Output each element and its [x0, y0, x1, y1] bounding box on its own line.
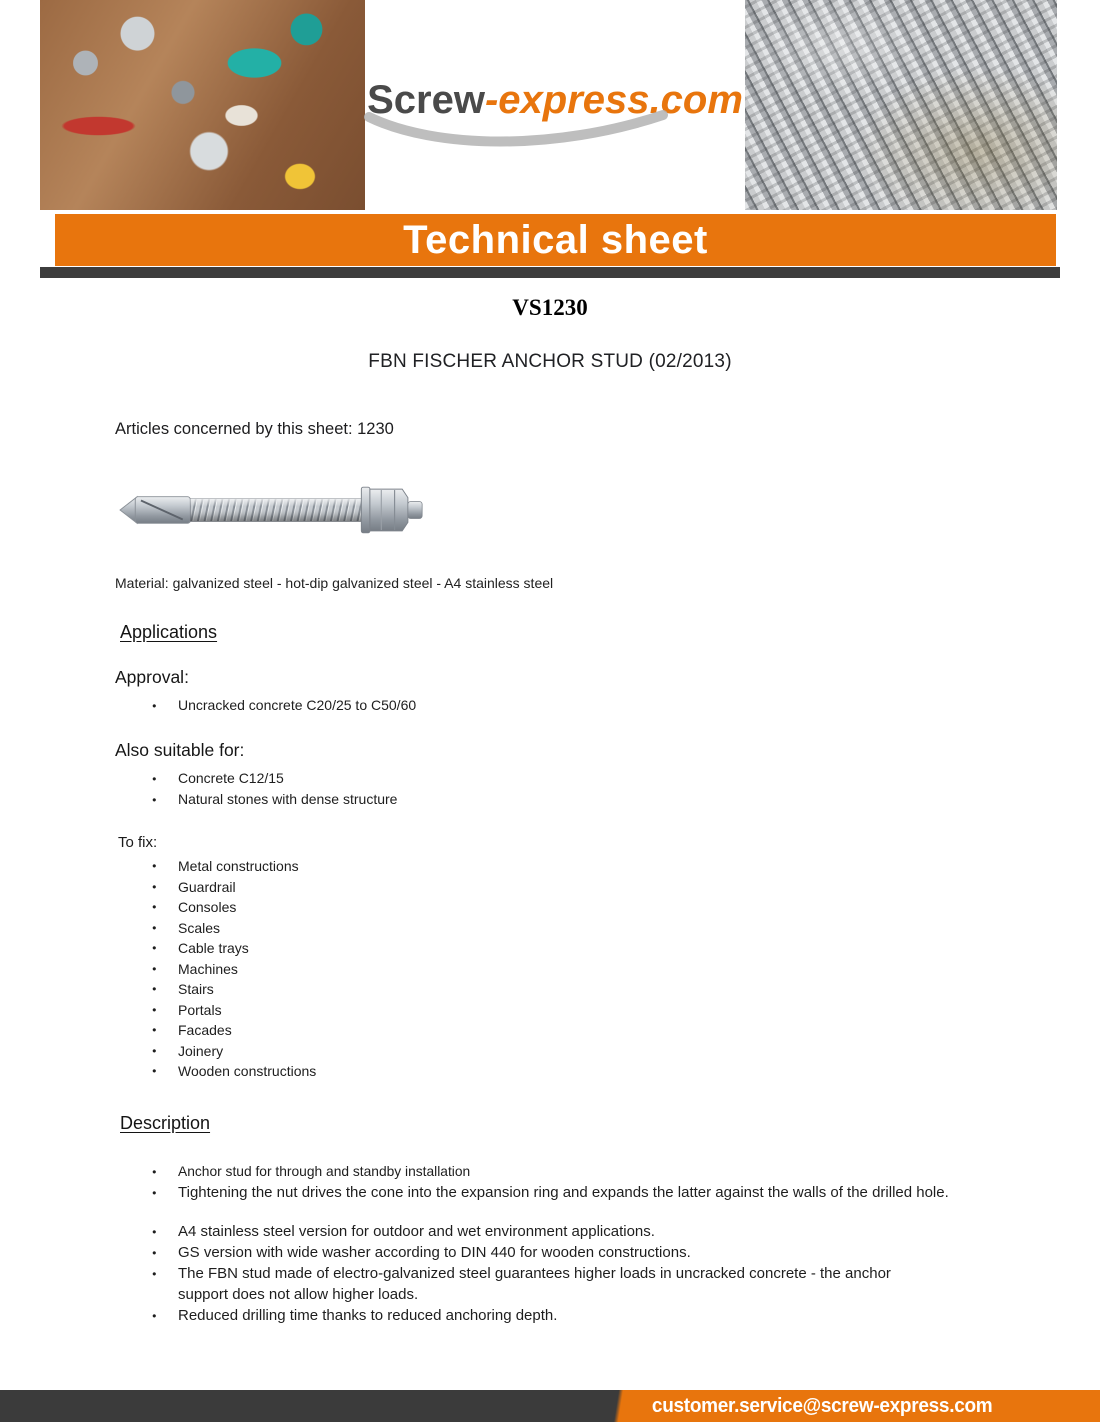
description-list-2 — [150, 1221, 920, 1326]
material-line: Material: galvanized steel - hot-dip galvanized steel - A4 stainless steel — [115, 575, 554, 591]
logo-text-screw: Screw — [367, 77, 485, 122]
logo-area — [365, 0, 745, 200]
banner-title: Technical sheet — [403, 217, 708, 262]
anchor-stud-image — [113, 472, 433, 548]
list-item: ● Anchor stud for through and standby installation — [150, 1161, 950, 1182]
swoosh-icon — [363, 105, 673, 153]
divider-bar — [40, 267, 1060, 278]
document-title: FBN FISCHER ANCHOR STUD (02/2013) — [368, 351, 732, 372]
list-item: ● The FBN stud made of electro-galvanized steel guarantees higher loads in uncracked concrete - the anchor support does not allow higher loads. — [150, 1263, 920, 1305]
list-item: ● Cable trays — [150, 938, 1100, 959]
list-item: ● Natural stones with dense structure — [150, 789, 1100, 810]
description-heading: Description — [120, 1112, 211, 1133]
document-body — [0, 295, 1100, 1326]
approval-list — [150, 695, 1100, 716]
screws-photo — [745, 0, 1057, 210]
workshop-photo — [40, 0, 365, 210]
footer-bar — [0, 1390, 1100, 1422]
also-suitable-list — [150, 768, 1100, 810]
logo-text-express: -express.com — [484, 77, 743, 122]
articles-line: Articles concerned by this sheet: 1230 — [115, 420, 394, 438]
footer-email: customer.service@screw-express.com — [651, 1394, 992, 1417]
list-item: ● Consoles — [150, 897, 1100, 918]
list-item: ● Joinery — [150, 1041, 1100, 1062]
to-fix-list — [150, 856, 1100, 1082]
list-item: ● Uncracked concrete C20/25 to C50/60 — [150, 695, 1100, 716]
list-item: ● Stairs — [150, 979, 1100, 1000]
list-item: ● Metal constructions — [150, 856, 1100, 877]
list-item: ● Reduced drilling time thanks to reduced anchoring depth. — [150, 1305, 920, 1326]
approval-heading: Approval: — [115, 667, 189, 687]
list-item: ● Machines — [150, 959, 1100, 980]
list-item: ● A4 stainless steel version for outdoor and wet environment applications. — [150, 1221, 920, 1242]
also-suitable-heading: Also suitable for: — [115, 740, 245, 760]
applications-heading: Applications — [120, 622, 218, 642]
list-item: ● Scales — [150, 918, 1100, 939]
list-item: ● Tightening the nut drives the cone into the expansion ring and expands the latter against the walls of the drilled hole. — [150, 1182, 950, 1203]
technical-sheet-banner — [55, 214, 1056, 266]
to-fix-heading: To fix: — [118, 834, 158, 851]
masthead — [0, 0, 1100, 212]
list-item: ● Concrete C12/15 — [150, 768, 1100, 789]
list-item: ● Wooden constructions — [150, 1061, 1100, 1082]
description-list-1 — [150, 1161, 950, 1203]
list-item: ● Portals — [150, 1000, 1100, 1021]
list-item: ● Guardrail — [150, 877, 1100, 898]
list-item: ● Facades — [150, 1020, 1100, 1041]
document-code: VS1230 — [512, 295, 588, 320]
list-item: ● GS version with wide washer according to DIN 440 for wooden constructions. — [150, 1242, 920, 1263]
logo — [367, 78, 743, 123]
